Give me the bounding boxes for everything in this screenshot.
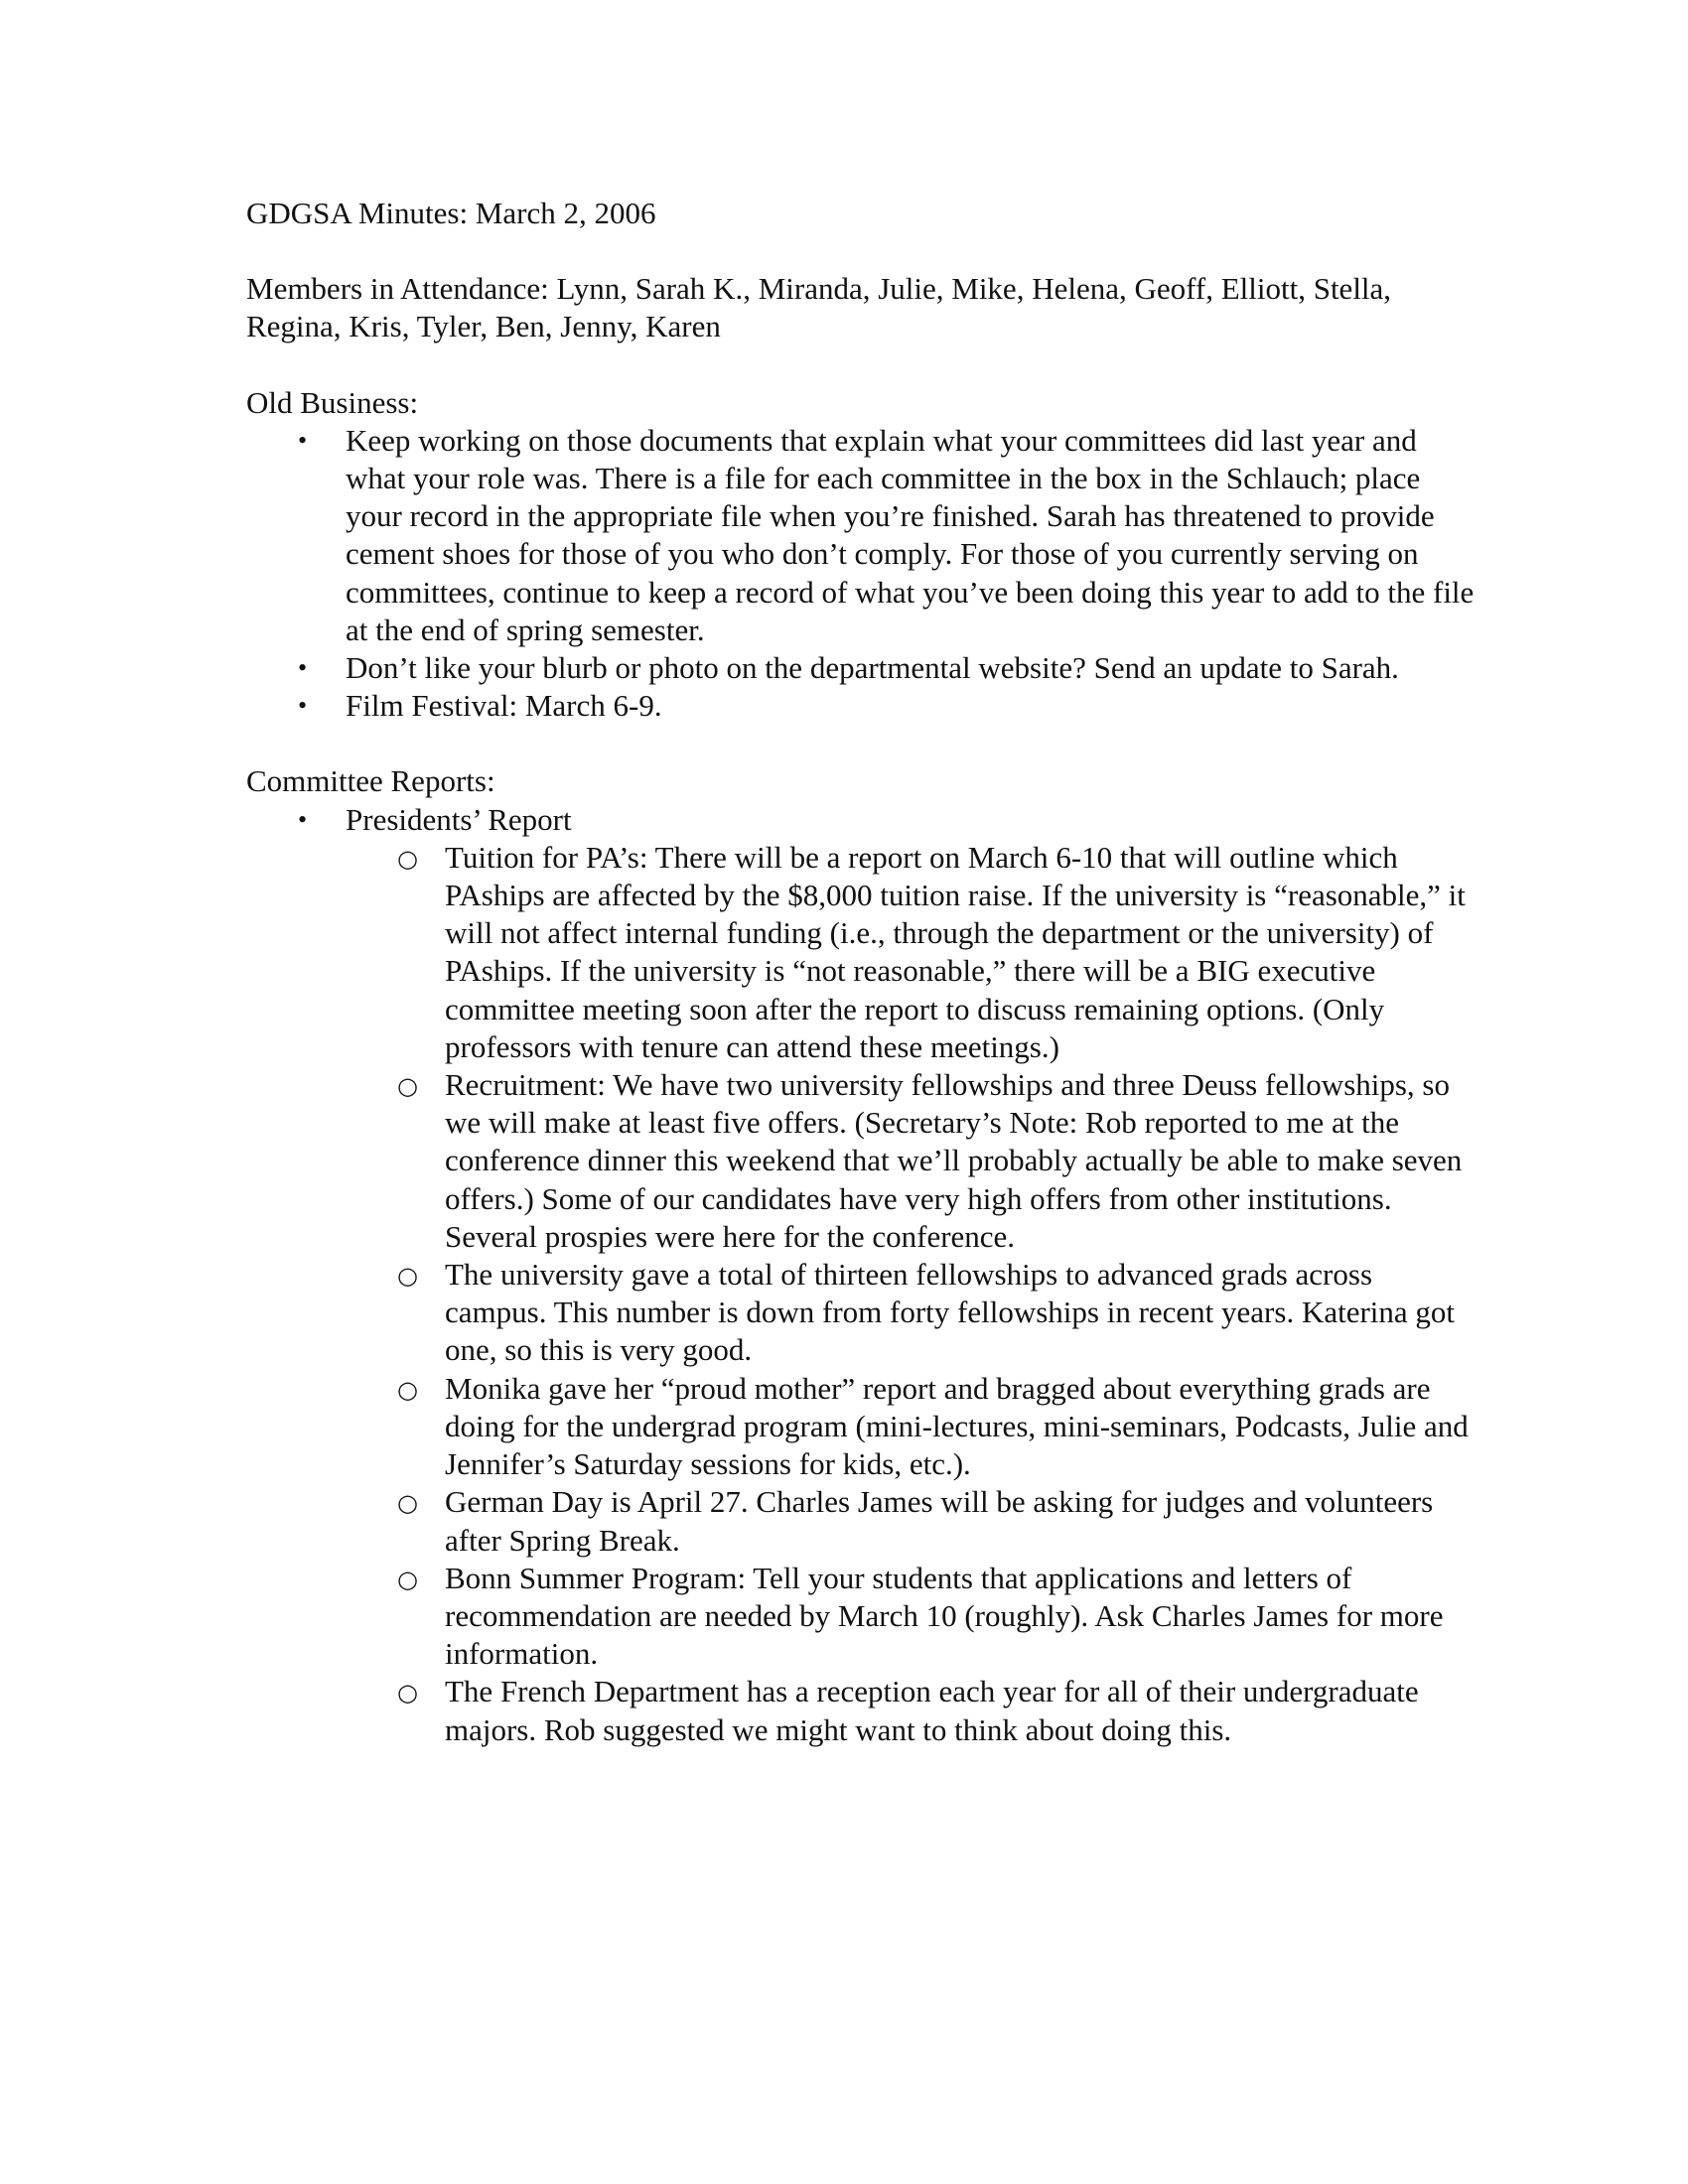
bullet-icon: • xyxy=(298,804,308,834)
sublist-item xyxy=(397,1483,1477,1559)
presidents-report-sublist xyxy=(346,839,1477,1749)
sublist-item-text: The university gave a total of thirteen fellowships to advanced grads across campus. This number is down from forty fellowships in recent years. Katerina got one, so this is very good. xyxy=(445,1257,1456,1368)
bullet-icon: • xyxy=(298,653,308,683)
list-item xyxy=(298,687,1477,725)
old-business-heading: Old Business: xyxy=(246,384,419,420)
sublist-item xyxy=(397,1256,1477,1370)
circle-bullet-icon: ○ xyxy=(397,844,418,873)
list-item xyxy=(298,801,1477,1749)
sublist-item-text: Monika gave her “proud mother” report and bragged about everything grads are doing for the undergrad program (mini-lectures, mini-seminars, Podcasts, Julie and Jennifer’s Saturday sessions for kids, etc.). xyxy=(445,1370,1469,1482)
sublist-item-text: Tuition for PA’s: There will be a report on March 6-10 that will outline which PAships are affected by the $8,000 tuition raise. If the university is “reasonable,” it will not affect internal funding (i.e., through the department or the university) of PAships. If the university is “not reasonable,” there will be a BIG executive committee meeting soon after the report to discuss remaining options. (Only professors with tenure can attend these meetings.) xyxy=(445,839,1466,1064)
sublist-item-text: Recruitment: We have two university fellowships and three Deuss fellowships, so we will make at least five offers. (Secretary’s Note: Rob reported to me at the conference dinner this weekend that we’ll probably actually be able to make seven offers.) Some of our candidates have very high offers from other institutions. Several prospies were here for the conference. xyxy=(445,1067,1463,1254)
attendance-paragraph: Members in Attendance: Lynn, Sarah K., Miranda, Julie, Mike, Helena, Geoff, Elliott, Stella, Regina, Kris, Tyler, Ben, Jenny, Karen xyxy=(246,271,1392,344)
list-item xyxy=(298,422,1477,649)
circle-bullet-icon: ○ xyxy=(397,1565,418,1593)
presidents-report-label: Presidents’ Report xyxy=(346,801,572,837)
committee-reports-list xyxy=(246,801,1477,1749)
sublist-item xyxy=(397,1370,1477,1484)
sublist-item-text: German Day is April 27. Charles James will be asking for judges and volunteers after Spring Break. xyxy=(445,1484,1434,1558)
committee-reports-heading: Committee Reports: xyxy=(246,763,495,799)
list-item-text: Film Festival: March 6-9. xyxy=(346,688,662,724)
list-item-text: Don’t like your blurb or photo on the departmental website? Send an update to Sarah. xyxy=(346,650,1399,686)
bullet-icon: • xyxy=(298,691,308,721)
sublist-item-text: The French Department has a reception each year for all of their undergraduate majors. Rob suggested we might want to think about doing this. xyxy=(445,1674,1419,1747)
circle-bullet-icon: ○ xyxy=(397,1262,418,1291)
old-business-list xyxy=(246,422,1477,726)
circle-bullet-icon: ○ xyxy=(397,1679,418,1707)
sublist-item xyxy=(397,839,1477,1066)
circle-bullet-icon: ○ xyxy=(397,1375,418,1404)
sublist-item xyxy=(397,1560,1477,1674)
section-spacer xyxy=(246,725,1477,762)
document-title: GDGSA Minutes: March 2, 2006 xyxy=(246,196,656,230)
document-page xyxy=(246,195,1477,1749)
list-item xyxy=(298,649,1477,687)
sublist-item xyxy=(397,1673,1477,1748)
circle-bullet-icon: ○ xyxy=(397,1489,418,1518)
bullet-icon: • xyxy=(298,425,308,455)
sublist-item-text: Bonn Summer Program: Tell your students that applications and letters of recommendation are needed by March 10 (roughly). Ask Charles James for more information. xyxy=(445,1560,1444,1672)
circle-bullet-icon: ○ xyxy=(397,1072,418,1101)
list-item-text: Keep working on those documents that explain what your committees did last year and what your role was. There is a file for each committee in the box in the Schlauch; place your record in the appropriate file when you’re finished. Sarah has threatened to provide cement shoes for those of you who don’t comply. For those of you currently serving on committees, continue to keep a record of what you’ve been doing this year to add to the file at the end of spring semester. xyxy=(346,422,1475,647)
sublist-item xyxy=(397,1066,1477,1256)
